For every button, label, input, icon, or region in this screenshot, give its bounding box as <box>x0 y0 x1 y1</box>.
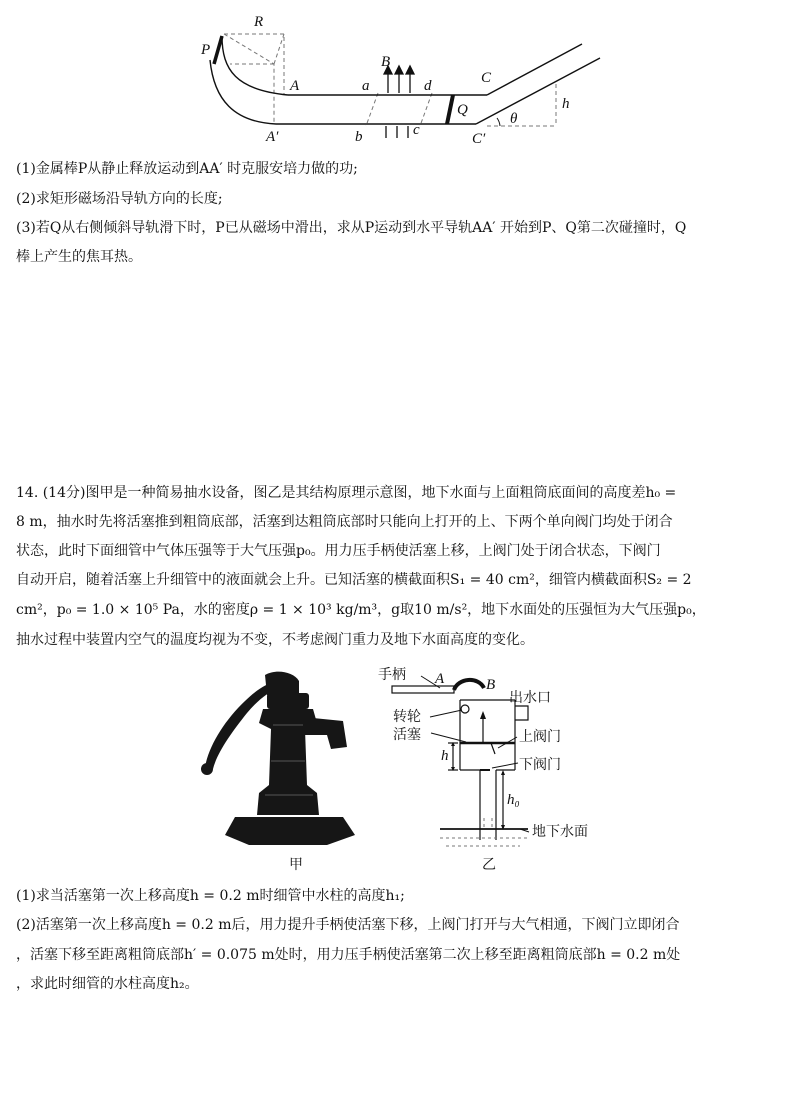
label-outlet: 出水口 <box>509 690 551 706</box>
label-A-yi: A <box>435 671 445 687</box>
label-wheel: 转轮 <box>393 709 421 725</box>
q14-line-2: 8 m，抽水时先将活塞推到粗筒底部，活塞到达粗筒底部时只能向上打开的上、下两个单向阀门均处于闭合 <box>16 514 673 530</box>
fig-jia-caption: 甲 <box>289 857 303 873</box>
q14-line-1: 14. (14分)图甲是一种简易抽水设备，图乙是其结构原理示意图，地下水面与上面粗筒底面间的高度差h₀ = <box>16 485 677 501</box>
label-A-prime: A′ <box>266 129 279 145</box>
label-R: R <box>254 14 264 30</box>
label-B: B <box>381 54 391 70</box>
q14-line-5: cm²，p₀ = 1.0 × 10⁵ Pa，水的密度ρ = 1 × 10³ kg/m³，g取10 m/s²，地下水面处的压强恒为大气压强p₀， <box>16 602 706 618</box>
label-Q: Q <box>457 102 468 118</box>
q14-question-2-cont-1: ，活塞下移至距离粗筒底部h′ = 0.075 m处时，用力压手柄使活塞第二次上移至距离粗筒底部h = 0.2 m处 <box>16 947 681 963</box>
q14-question-1: (1)求当活塞第一次上移高度h = 0.2 m时细管中水柱的高度h₁; <box>16 888 405 904</box>
pump-photo <box>195 665 365 850</box>
label-theta: θ <box>510 111 518 127</box>
rail-diagram <box>195 8 615 158</box>
label-d: d <box>424 78 432 94</box>
label-C-prime: C′ <box>472 131 486 147</box>
label-upper-valve: 上阀门 <box>519 729 561 745</box>
label-handle: 手柄 <box>378 667 406 683</box>
label-a: a <box>362 78 370 94</box>
q14-line-4: 自动开启，随着活塞上升细管中的液面就会上升。已知活塞的横截面积S₁ = 40 cm²，细管内横截面积S₂ = 2 <box>16 572 692 588</box>
label-h0: h₀ <box>507 792 520 808</box>
fig-yi-caption: 乙 <box>482 857 496 873</box>
q14-line-3: 状态，此时下面细管中气体压强等于大气压强p₀。用力压手柄使活塞上移，上阀门处于闭合状态，下阀门 <box>16 543 661 559</box>
label-ground-water: 地下水面 <box>532 824 588 840</box>
label-b: b <box>355 129 363 145</box>
q13-item-1: (1)金属棒P从静止释放运动到AA′ 时克服安培力做的功; <box>16 161 358 177</box>
q13-item-2: (2)求矩形磁场沿导轨方向的长度; <box>16 191 223 207</box>
q13-item-4: 棒上产生的焦耳热。 <box>16 249 142 265</box>
label-h: h <box>562 96 570 112</box>
label-h-yi: h <box>441 748 449 764</box>
q14-question-2: (2)活塞第一次上移高度h = 0.2 m后，用力提升手柄使活塞下移，上阀门打开与大气相通，下阀门立即闭合 <box>16 917 680 933</box>
label-B-yi: B <box>486 677 496 693</box>
q14-question-2-cont-2: ，求此时细管的水柱高度h₂。 <box>16 976 199 992</box>
label-lower-valve: 下阀门 <box>519 757 561 773</box>
label-piston: 活塞 <box>393 727 421 743</box>
label-A: A <box>290 78 300 94</box>
label-P: P <box>201 42 211 58</box>
label-C: C <box>481 70 492 86</box>
label-c: c <box>413 122 420 138</box>
q13-item-3: (3)若Q从右侧倾斜导轨滑下时，P已从磁场中滑出，求从P运动到水平导轨AA′ 开始到P、Q第二次碰撞时，Q <box>16 220 687 236</box>
q14-line-6: 抽水过程中装置内空气的温度均视为不变，不考虑阀门重力及地下水面高度的变化。 <box>16 632 534 648</box>
